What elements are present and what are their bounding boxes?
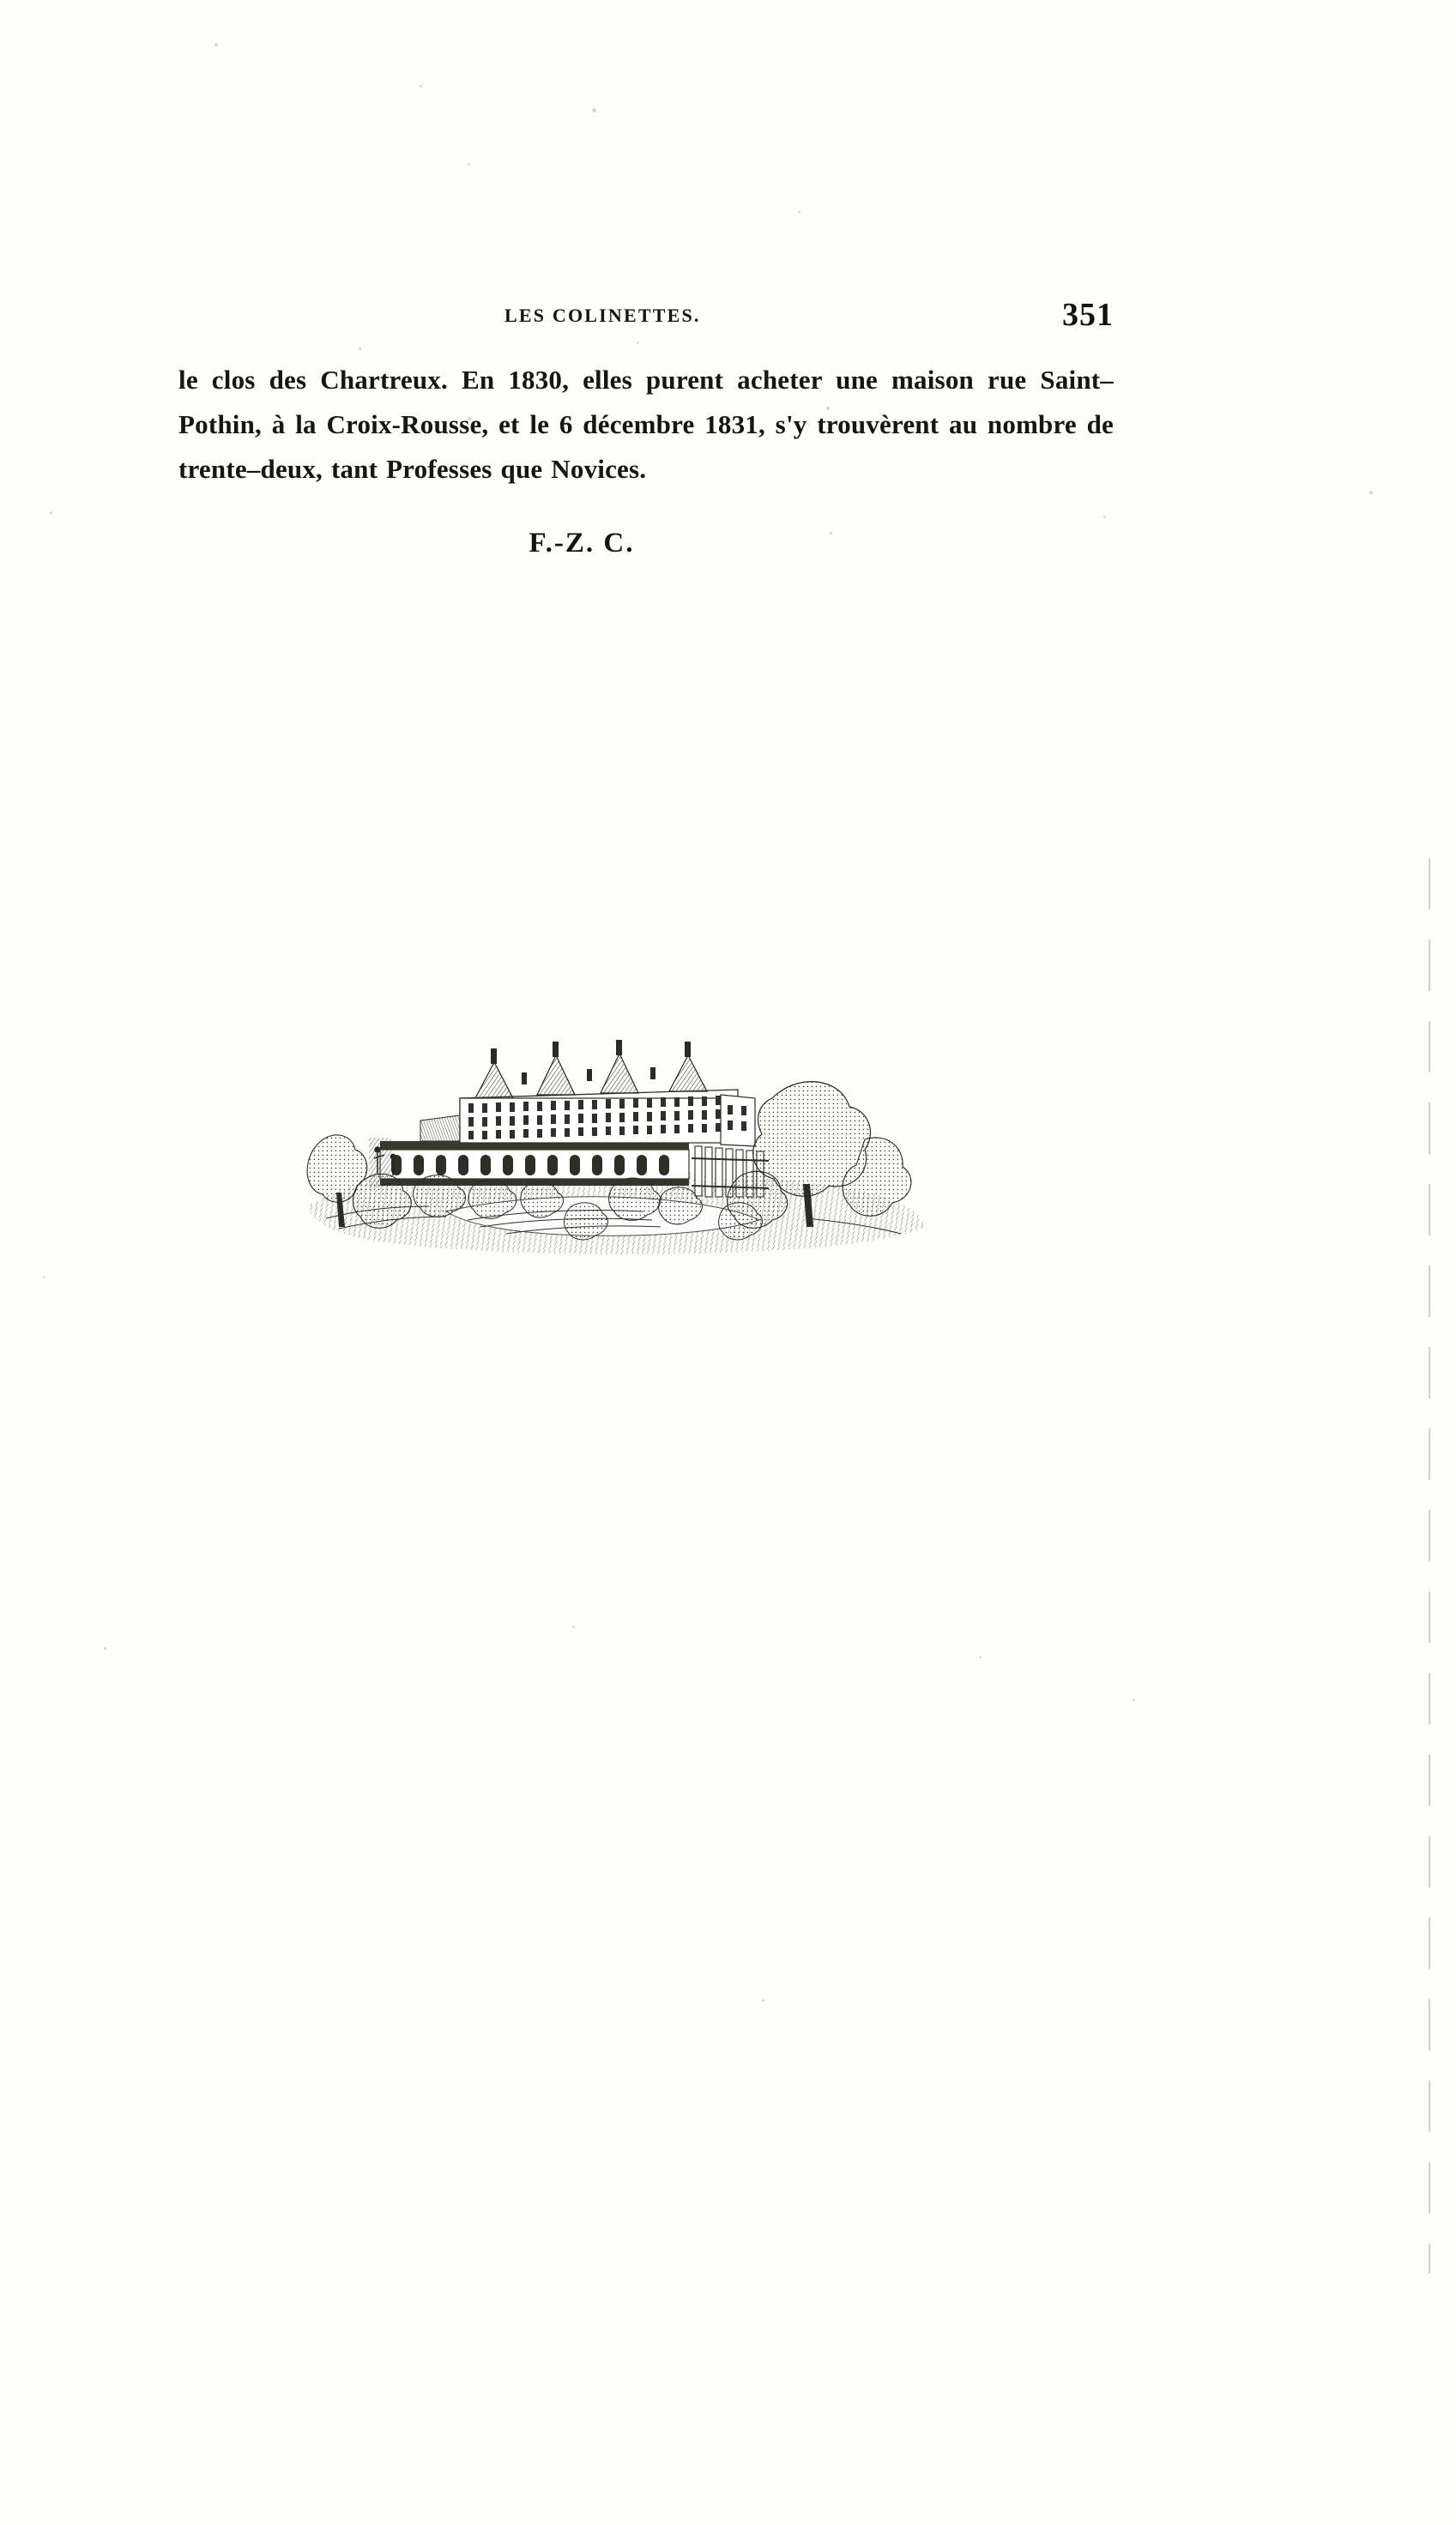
- paper-speck: [979, 1656, 982, 1658]
- paper-speck: [572, 1626, 575, 1628]
- text-block: [178, 297, 1114, 559]
- paper-speck: [468, 163, 470, 166]
- convent-building: [420, 1040, 755, 1146]
- scan-edge-artifact: [1429, 858, 1430, 2274]
- paper-speck: [43, 1276, 45, 1278]
- paper-speck: [420, 85, 422, 88]
- author-signature: F.-Z. C.: [529, 528, 635, 559]
- running-head: [178, 297, 1114, 342]
- running-head-title: LES COLINETTES.: [504, 305, 701, 326]
- paragraph-text: le clos des Chartreux. En 1830, elles purent acheter une maison rue Saint–Pothin, à la Croix-Rousse, et le 6 décembre 1831, s'y trouvèrent au nombre de trente–deux, tant Professes que Novices.: [178, 365, 1114, 484]
- paper-speck: [762, 1999, 764, 2002]
- paper-speck: [592, 108, 596, 112]
- engraving-image: [292, 970, 944, 1278]
- paper-speck: [104, 1647, 106, 1650]
- paper-speck: [798, 211, 800, 214]
- paper-speck: [1133, 1699, 1135, 1701]
- paper-speck: [214, 43, 218, 46]
- paper-speck: [1369, 491, 1373, 494]
- page-number: 351: [1062, 297, 1114, 333]
- figure-engraving: [292, 970, 944, 1278]
- body-paragraph: [178, 358, 1114, 492]
- paper-speck: [50, 511, 52, 514]
